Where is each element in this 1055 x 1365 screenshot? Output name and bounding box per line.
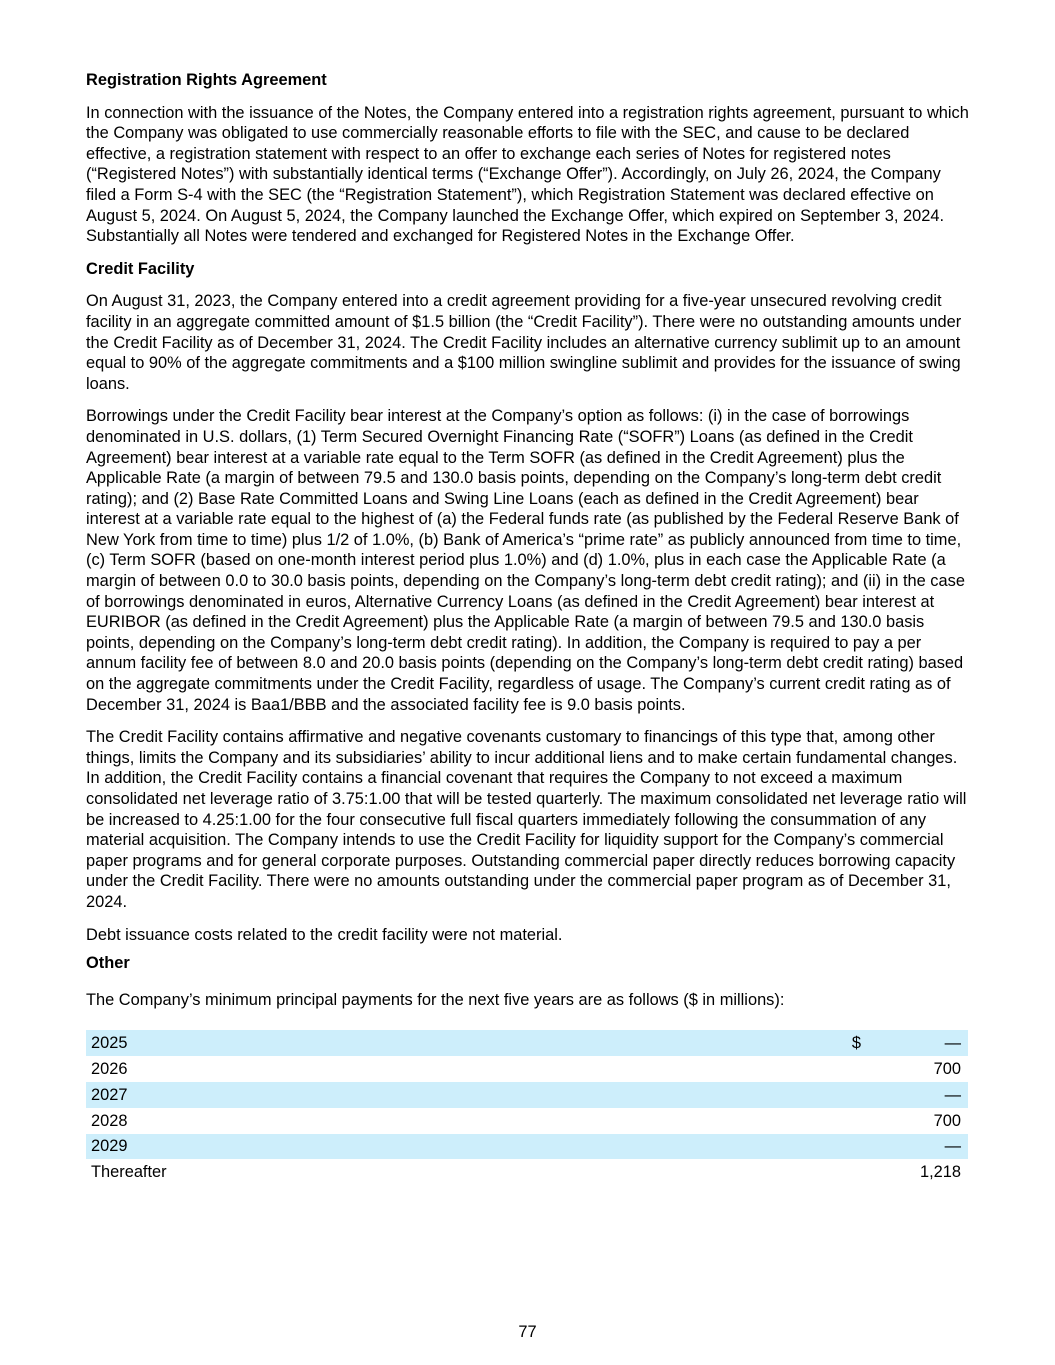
table-row	[86, 1108, 968, 1134]
amount-cell: 1,218	[919, 1163, 961, 1182]
year-cell: 2027	[86, 1082, 796, 1108]
other-paragraph: The Company’s minimum principal payments for the next five years are as follows ($ in millions):	[86, 990, 785, 1009]
credit-facility-paragraph-1: On August 31, 2023, the Company entered into a credit agreement providing for a five-year unsecured revolving credit facility in an aggregate committed amount of $1.5 billion (the “Credit Facility”). There were no outstanding amounts under the Credit Facility as of December 31, 2024. The Credit Facility includes an alternative currency sublimit up to an amount equal to 90% of the aggregate commitments and a $100 million swingline sublimit and provides for the issuance of swing loans.	[86, 292, 962, 393]
table-row	[86, 1159, 968, 1185]
amount-cell: 700	[933, 1111, 961, 1130]
year-cell: 2025	[86, 1030, 796, 1056]
currency-cell	[796, 1159, 861, 1185]
credit-facility-paragraph-4: Debt issuance costs related to the credit facility were not material.	[86, 925, 563, 944]
table-row	[86, 1030, 968, 1056]
table-row	[86, 1056, 968, 1082]
table-row	[86, 1134, 968, 1160]
currency-cell	[796, 1108, 861, 1134]
table-row	[86, 1082, 968, 1108]
year-cell: 2029	[86, 1134, 796, 1160]
document-page	[86, 70, 970, 1185]
credit-facility-paragraph-2: Borrowings under the Credit Facility bear interest at the Company’s option as follows: (i) in the case of borrowings denominated in U.S. dollars, (1) Term Secured Overnight Financing Rate (“SOFR”) Loans (as defined in the Credit Agreement) bear interest at a variable rate equal to the Term SOFR (as defined in the Credit Agreement) plus the Applicable Rate (a margin of between 79.5 and 130.0 basis points, depending on the Company’s long-term debt credit rating); and (2) Base Rate Committed Loans and Swing Line Loans (each as defined in the Credit Agreement) bear interest at a variable rate equal to the highest of (a) the Federal funds rate (as published by the Federal Reserve Bank of New York from time to time) plus 1/2 of 1.0%, (b) Bank of America’s “prime rate” as publicly announced from time to time, (c) Term SOFR (based on one-month interest period plus 1.0%) and (d) 1.0%, plus in each case the Applicable Rate (a margin of between 0.0 to 30.0 basis points, depending on the Company’s long-term debt credit rating); and (ii) in the case of borrowings denominated in euros, Alternative Currency Loans (as defined in the Credit Agreement) bear interest at EURIBOR (as defined in the Credit Agreement) plus the Applicable Rate (a margin of between 79.5 and 130.0 basis points, depending on the Company’s long-term debt credit rating). In addition, the Company is required to pay a per annum facility fee of between 8.0 and 20.0 basis points (depending on the Company’s long-term debt credit rating) based on the aggregate commitments under the Credit Facility, regardless of usage. The Company’s current credit rating as of December 31, 2024 is Baa1/BBB and the associated facility fee is 9.0 basis points.	[86, 407, 965, 714]
currency-cell: $	[796, 1030, 861, 1056]
credit-facility-paragraph-3: The Credit Facility contains affirmative and negative covenants customary to financings of this type that, among other things, limits the Company and its subsidiaries’ ability to incur additional liens and to make certain fundamental changes. In addition, the Credit Facility contains a financial covenant that requires the Company to not exceed a maximum consolidated net leverage ratio of 3.75:1.00 that will be tested quarterly. The maximum consolidated net leverage ratio will be increased to 4.25:1.00 for the four consecutive full fiscal quarters immediately following the consummation of any material acquisition. The Company intends to use the Credit Facility for liquidity support for the Company’s commercial paper programs and for general corporate purposes. Outstanding commercial paper directly reduces borrowing capacity under the Credit Facility. There were no amounts outstanding under the commercial paper program as of December 31, 2024.	[86, 728, 967, 911]
principal-payments-table	[86, 1030, 968, 1185]
other-heading: Other	[86, 954, 130, 973]
year-cell: Thereafter	[91, 1163, 167, 1182]
amount-cell: 700	[933, 1060, 961, 1079]
amount-cell: —	[861, 1030, 968, 1056]
registration-rights-paragraph: In connection with the issuance of the Notes, the Company entered into a registration rights agreement, pursuant to which the Company was obligated to use commercially reasonable efforts to file with the SEC, and cause to be declared effective, a registration statement with respect to an offer to exchange each series of Notes for registered notes (“Registered Notes”) with substantially identical terms (“Exchange Offer”). Accordingly, on July 26, 2024, the Company filed a Form S-4 with the SEC (the “Registration Statement”), which Registration Statement was declared effective on August 5, 2024. On August 5, 2024, the Company launched the Exchange Offer, which expired on September 3, 2024. Substantially all Notes were tendered and exchanged for Registered Notes in the Exchange Offer.	[86, 103, 969, 246]
page-number: 77	[518, 1323, 537, 1341]
amount-cell: —	[861, 1082, 968, 1108]
credit-facility-heading: Credit Facility	[86, 259, 195, 278]
currency-cell	[796, 1056, 861, 1082]
registration-rights-heading: Registration Rights Agreement	[86, 71, 327, 89]
currency-cell	[796, 1082, 861, 1108]
year-cell: 2026	[91, 1060, 128, 1079]
amount-cell: —	[861, 1134, 968, 1160]
currency-cell	[796, 1134, 861, 1160]
year-cell: 2028	[91, 1111, 128, 1130]
